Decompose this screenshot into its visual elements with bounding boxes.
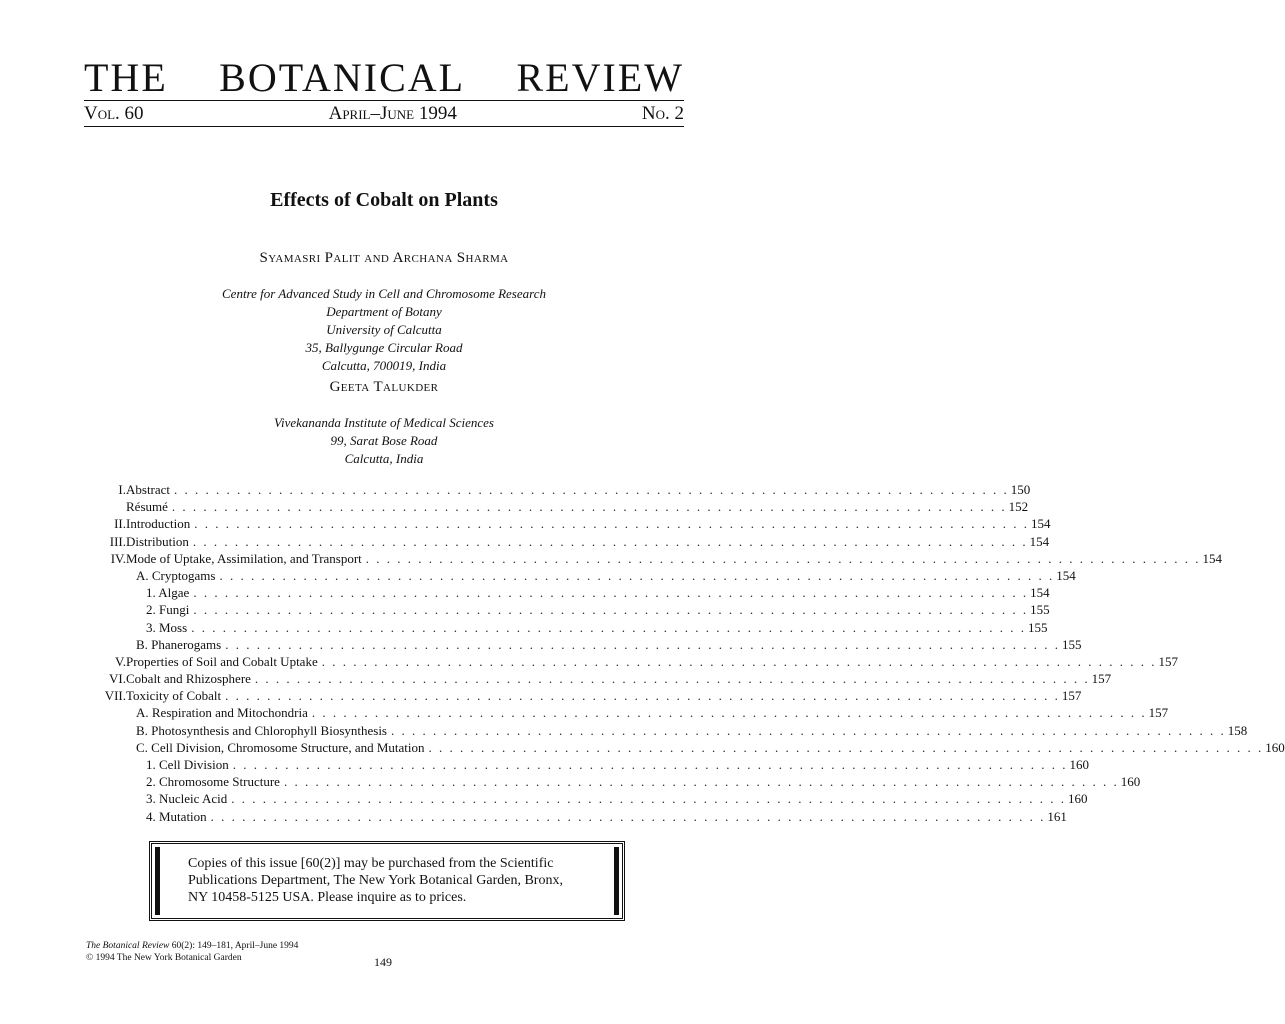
- volume-label: Vol. 60: [84, 103, 144, 124]
- toc-entry-label: 3. Moss: [146, 619, 188, 635]
- toc-entry-page: 155: [1030, 602, 1050, 618]
- toc-entry: [84, 756, 1089, 773]
- toc-dot-leader: . . . . . . . . . . . . . . . . . . . . . . . . . . . . . . . . . . . . . . . . . . . . . . . . . . . . . . . . . . . . . . . . . . . . . . . . . . . . . . . .: [365, 550, 1201, 566]
- toc-dot-leader: . . . . . . . . . . . . . . . . . . . . . . . . . . . . . . . . . . . . . . . . . . . . . . . . . . . . . . . . . . . . . . . . . . . . . . . . . . . . . . . .: [225, 688, 1060, 704]
- toc-entry-page: 154: [1030, 585, 1050, 601]
- toc-entry-label: Distribution: [126, 533, 189, 549]
- page-number: 149: [374, 955, 392, 969]
- toc-entry-label: C. Cell Division, Chromosome Structure, and Mutation: [136, 739, 425, 755]
- toc-dot-leader: . . . . . . . . . . . . . . . . . . . . . . . . . . . . . . . . . . . . . . . . . . . . . . . . . . . . . . . . . . . . . . . . . . . . . . . . . . . . . . . .: [428, 739, 1264, 755]
- purchase-notice-box: [149, 841, 625, 921]
- toc-entry: [84, 601, 1050, 618]
- toc-entry-page: 160: [1120, 774, 1141, 790]
- header-rule-top: [84, 100, 684, 101]
- affiliation-line: 99, Sarat Bose Road: [330, 433, 438, 448]
- toc-entry: [84, 773, 1141, 790]
- toc-entry: [84, 567, 1076, 584]
- toc-entry: [84, 687, 1082, 704]
- toc-entry-page: 157: [1061, 688, 1082, 704]
- journal-title: [84, 56, 684, 100]
- article-title: Effects of Cobalt on Plants: [270, 189, 498, 211]
- toc-entry-page: 150: [1010, 482, 1031, 497]
- notice-line: Publications Department, The New York Botanical Garden, Bronx,: [188, 873, 563, 888]
- toc-entry-label: Toxicity of Cobalt: [126, 688, 222, 704]
- toc-dot-leader: . . . . . . . . . . . . . . . . . . . . . . . . . . . . . . . . . . . . . . . . . . . . . . . . . . . . . . . . . . . . . . . . . . . . . . . . . . . . . . . .: [192, 533, 1028, 549]
- citation-journal: The Botanical Review: [86, 941, 170, 951]
- toc-entry-label: 2. Chromosome Structure: [146, 774, 280, 790]
- toc-entry-label: Résumé: [126, 499, 168, 515]
- toc-entry: [84, 790, 1088, 807]
- header-rule-bottom: [84, 126, 684, 127]
- toc-entry-label: Properties of Soil and Cobalt Uptake: [126, 653, 318, 669]
- toc-entry-label: 3. Nucleic Acid: [146, 791, 228, 807]
- toc-dot-leader: . . . . . . . . . . . . . . . . . . . . . . . . . . . . . . . . . . . . . . . . . . . . . . . . . . . . . . . . . . . . . . . . . . . . . . . . . . . . . . . .: [283, 774, 1119, 790]
- toc-entry: [84, 704, 1169, 721]
- toc-entry-page: 155: [1061, 636, 1082, 652]
- toc-entry-label: B. Photosynthesis and Chlorophyll Biosynthesis: [136, 722, 387, 738]
- toc-entry-label: Introduction: [126, 516, 191, 532]
- toc-entry-page: 155: [1027, 619, 1048, 635]
- toc-entry-label: A. Cryptogams: [136, 567, 216, 583]
- toc-entry-page: 160: [1069, 757, 1089, 772]
- toc-entry-label: Mode of Uptake, Assimilation, and Transport: [126, 550, 362, 566]
- affiliation-line: Centre for Advanced Study in Cell and Chromosome Research: [222, 286, 546, 301]
- citation-details: 60(2): 149–181, April–June 1994: [169, 941, 299, 951]
- toc-dot-leader: . . . . . . . . . . . . . . . . . . . . . . . . . . . . . . . . . . . . . . . . . . . . . . . . . . . . . . . . . . . . . . . . . . . . . . . . . . . . . . . .: [391, 722, 1226, 738]
- toc-entry-page: 154: [1056, 567, 1076, 583]
- toc-entry-page: 160: [1067, 791, 1088, 807]
- toc-dot-leader: . . . . . . . . . . . . . . . . . . . . . . . . . . . . . . . . . . . . . . . . . . . . . . . . . . . . . . . . . . . . . . . . . . . . . . . . . . . . . . . .: [193, 585, 1029, 601]
- toc-entry-number: V.: [115, 653, 126, 669]
- affiliation-2: [84, 414, 684, 468]
- table-of-contents: [84, 481, 1285, 825]
- affiliation-line: Department of Botany: [326, 304, 442, 319]
- toc-entry: [84, 481, 1031, 498]
- affiliation-1: [84, 285, 684, 375]
- toc-entry-number: IV.: [110, 550, 126, 566]
- toc-dot-leader: . . . . . . . . . . . . . . . . . . . . . . . . . . . . . . . . . . . . . . . . . . . . . . . . . . . . . . . . . . . . . . . . . . . . . . . . . . . . . . . .: [225, 636, 1060, 652]
- toc-entry: [84, 636, 1082, 653]
- toc-entry: [84, 670, 1112, 687]
- toc-entry: [84, 498, 1029, 515]
- toc-entry: [84, 739, 1285, 756]
- toc-entry-page: 154: [1029, 533, 1050, 549]
- toc-entry-page: 152: [1008, 499, 1029, 515]
- toc-entry: [84, 584, 1050, 601]
- toc-dot-leader: . . . . . . . . . . . . . . . . . . . . . . . . . . . . . . . . . . . . . . . . . . . . . . . . . . . . . . . . . . . . . . . . . . . . . . . . . . . . . . . .: [232, 757, 1068, 772]
- footer-citation: [86, 940, 298, 964]
- toc-entry-page: 158: [1227, 722, 1248, 738]
- toc-dot-leader: . . . . . . . . . . . . . . . . . . . . . . . . . . . . . . . . . . . . . . . . . . . . . . . . . . . . . . . . . . . . . . . . . . . . . . . . . . . . . . . .: [311, 705, 1147, 721]
- affiliation-line: Calcutta, India: [344, 451, 424, 466]
- toc-entry: [84, 515, 1051, 532]
- toc-entry-label: 4. Mutation: [146, 808, 207, 824]
- toc-entry: [84, 653, 1178, 670]
- toc-dot-leader: . . . . . . . . . . . . . . . . . . . . . . . . . . . . . . . . . . . . . . . . . . . . . . . . . . . . . . . . . . . . . . . . . . . . . . . . . . . . . . . .: [171, 499, 1007, 515]
- issue-line: [84, 103, 684, 125]
- toc-entry-page: 161: [1047, 808, 1067, 824]
- purchase-notice: [155, 847, 619, 915]
- notice-line: NY 10458-5125 USA. Please inquire as to prices.: [188, 890, 467, 905]
- toc-entry-page: 160: [1265, 739, 1285, 755]
- toc-dot-leader: . . . . . . . . . . . . . . . . . . . . . . . . . . . . . . . . . . . . . . . . . . . . . . . . . . . . . . . . . . . . . . . . . . . . . . . . . . . . . . . .: [174, 482, 1009, 497]
- toc-entry: [84, 533, 1050, 550]
- toc-dot-leader: . . . . . . . . . . . . . . . . . . . . . . . . . . . . . . . . . . . . . . . . . . . . . . . . . . . . . . . . . . . . . . . . . . . . . . . . . . . . . . . .: [194, 516, 1030, 532]
- journal-title-word: THE: [84, 55, 168, 100]
- toc-entry-number: I.: [118, 482, 126, 497]
- toc-entry: [84, 808, 1067, 825]
- toc-entry-page: 157: [1148, 705, 1169, 721]
- toc-entry-number: VI.: [109, 671, 126, 687]
- toc-dot-leader: . . . . . . . . . . . . . . . . . . . . . . . . . . . . . . . . . . . . . . . . . . . . . . . . . . . . . . . . . . . . . . . . . . . . . . . . . . . . . . . .: [193, 602, 1029, 618]
- toc-entry-label: 1. Algae: [146, 585, 190, 601]
- toc-entry-page: 154: [1202, 550, 1223, 566]
- toc-dot-leader: . . . . . . . . . . . . . . . . . . . . . . . . . . . . . . . . . . . . . . . . . . . . . . . . . . . . . . . . . . . . . . . . . . . . . . . . . . . . . . . .: [321, 653, 1157, 669]
- toc-entry-label: Abstract: [126, 482, 171, 497]
- toc-dot-leader: . . . . . . . . . . . . . . . . . . . . . . . . . . . . . . . . . . . . . . . . . . . . . . . . . . . . . . . . . . . . . . . . . . . . . . . . . . . . . . . .: [254, 671, 1090, 687]
- toc-entry-label: A. Respiration and Mitochondria: [136, 705, 308, 721]
- toc-entry-label: 2. Fungi: [146, 602, 190, 618]
- author-line-1: Syamasri Palit and Archana Sharma: [259, 250, 509, 266]
- journal-title-word: REVIEW: [516, 55, 684, 100]
- toc-entry-number: III.: [109, 533, 126, 549]
- toc-entry-label: Cobalt and Rhizosphere: [126, 671, 251, 687]
- toc-dot-leader: . . . . . . . . . . . . . . . . . . . . . . . . . . . . . . . . . . . . . . . . . . . . . . . . . . . . . . . . . . . . . . . . . . . . . . . . . . . . . . . .: [191, 619, 1026, 635]
- toc-entry-page: 154: [1031, 516, 1051, 532]
- copyright-line: © 1994 The New York Botanical Garden: [86, 953, 242, 963]
- toc-entry-number: VII.: [104, 688, 126, 704]
- notice-line: Copies of this issue [60(2)] may be purchased from the Scientific: [188, 856, 554, 871]
- toc-dot-leader: . . . . . . . . . . . . . . . . . . . . . . . . . . . . . . . . . . . . . . . . . . . . . . . . . . . . . . . . . . . . . . . . . . . . . . . . . . . . . . . .: [210, 808, 1046, 824]
- toc-entry-page: 157: [1158, 653, 1178, 669]
- journal-title-word: BOTANICAL: [219, 55, 466, 100]
- affiliation-line: Vivekananda Institute of Medical Sciences: [274, 415, 494, 430]
- toc-entry-label: 1. Cell Division: [146, 757, 229, 772]
- affiliation-line: University of Calcutta: [326, 322, 442, 337]
- author-line-2: Geeta Talukder: [329, 379, 439, 395]
- affiliation-line: Calcutta, 700019, India: [321, 358, 447, 373]
- toc-entry-number: II.: [114, 516, 126, 532]
- toc-dot-leader: . . . . . . . . . . . . . . . . . . . . . . . . . . . . . . . . . . . . . . . . . . . . . . . . . . . . . . . . . . . . . . . . . . . . . . . . . . . . . . . .: [219, 567, 1055, 583]
- issue-date: April–June 1994: [328, 103, 457, 124]
- toc-entry-label: B. Phanerogams: [136, 636, 222, 652]
- toc-entry: [84, 619, 1048, 636]
- toc-entry: [84, 550, 1223, 567]
- toc-entry-page: 157: [1091, 671, 1112, 687]
- affiliation-line: 35, Ballygunge Circular Road: [305, 340, 463, 355]
- toc-dot-leader: . . . . . . . . . . . . . . . . . . . . . . . . . . . . . . . . . . . . . . . . . . . . . . . . . . . . . . . . . . . . . . . . . . . . . . . . . . . . . . . .: [231, 791, 1066, 807]
- issue-number: No. 2: [641, 103, 684, 124]
- toc-entry: [84, 722, 1248, 739]
